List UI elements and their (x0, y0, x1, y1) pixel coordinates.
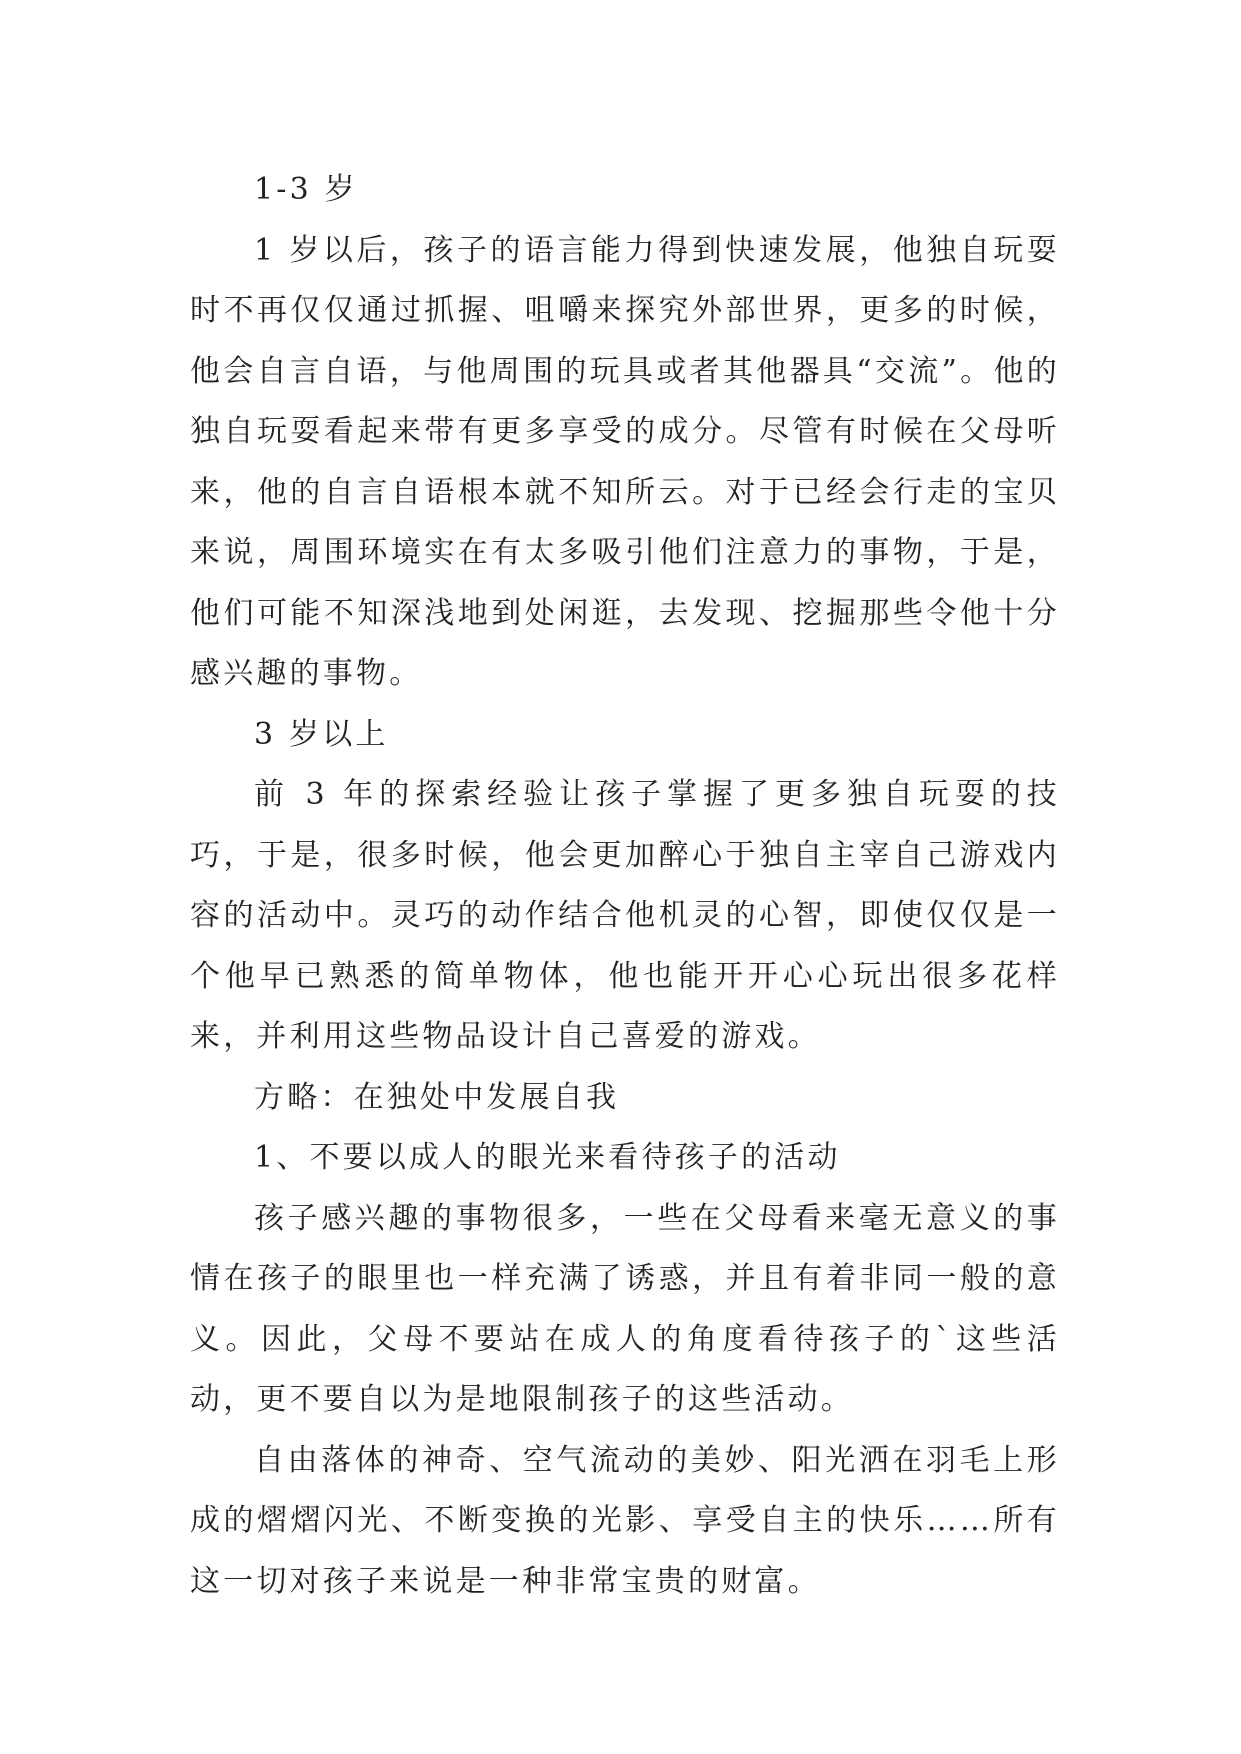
subheading-strategy-1: 1、不要以成人的眼光来看待孩子的活动 (254, 1140, 841, 1175)
heading-age-1-3: 1-3 岁 (254, 172, 358, 207)
paragraph-age-3-plus: 前 3 年的探索经验让孩子掌握了更多独自玩耍的技巧，于是，很多时候，他会更加醉心于独自主宰自己游戏内容的活动中。灵巧的动作结合他机灵的心智，即使仅仅是一个他早已熟悉的简单物体，他也能开开心心玩出很多花样来，并利用这些物品设计自己喜爱的游戏。 (190, 777, 1060, 1054)
heading-age-3-plus: 3 岁以上 (254, 716, 389, 752)
heading-strategy: 方略：在独处中发展自我 (254, 1079, 620, 1115)
paragraph-strategy-1: 孩子感兴趣的事物很多，一些在父母看来毫无意义的事情在孩子的眼里也一样充满了诱惑，并且有着非同一般的意义。因此，父母不要站在成人的角度看待孩子的`这些活动，更不要自以为是地限制孩子的这些活动。 (190, 1200, 1060, 1417)
document-body (190, 160, 1060, 1612)
paragraph-age-1-3: 1 岁以后，孩子的语言能力得到快速发展，他独自玩耍时不再仅仅通过抓握、咀嚼来探究外部世界，更多的时候，他会自言自语，与他周围的玩具或者其他器具“交流”。他的独自玩耍看起来带有更多享受的成分。尽管有时候在父母听来，他的自言自语根本就不知所云。对于已经会行走的宝贝来说，周围环境实在有太多吸引他们注意力的事物，于是，他们可能不知深浅地到处闲逛，去发现、挖掘那些令他十分感兴趣的事物。 (190, 232, 1060, 691)
paragraph-strategy-1-examples: 自由落体的神奇、空气流动的美妙、阳光洒在羽毛上形成的熠熠闪光、不断变换的光影、享受自主的快乐……所有这一切对孩子来说是一种非常宝贵的财富。 (190, 1442, 1060, 1599)
